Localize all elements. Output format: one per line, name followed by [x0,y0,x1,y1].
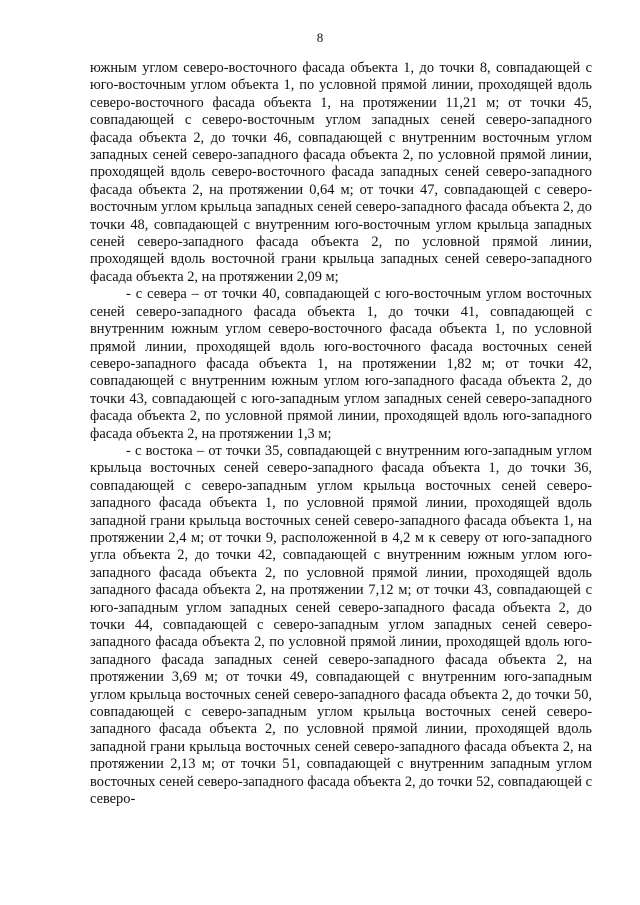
paragraph-east-boundary: - с востока – от точки 35, совпадающей с внутренним юго-западным углом крыльца восточных сеней северо-западного фасада объекта 1, до точки 36, совпадающей с северо-западным углом крыльца восточных сеней северо-западного фасада объекта 1, по условной прямой линии, проходящей вдоль западной грани крыльца восточных сеней северо-западного фасада объекта 1, на протяжении 2,4 м; от точки 9, расположенной в 4,2 м к северу от юго-западного угла объекта 2, до точки 42, совпадающей с внутренним южным углом юго-западного фасада объекта 2, по условной прямой линии, проходящей вдоль западного фасада объекта 2, на протяжении 7,12 м; от точки 43, совпадающей с юго-западным углом западных сеней северо-западного фасада объекта 2, до точки 44, совпадающей с северо-западным углом западных сеней северо-западного фасада объекта 2, по условной прямой линии, проходящей вдоль юго-западного фасада западных сеней северо-западного фасада объекта 2, на протяжении 3,69 м; от точки 49, совпадающей с внутренним юго-западным углом крыльца восточных сеней северо-западного фасада объекта 2, до точки 50, совпадающей с северо-западным углом крыльца восточных сеней северо-западного фасада объекта 2, по условной прямой линии, проходящей вдоль западной грани крыльца восточных сеней северо-западного фасада объекта 2, на протяжении 2,13 м; от точки 51, совпадающей с внутренним западным углом восточных сеней северо-западного фасада объекта 2, до точки 52, совпадающей с северо- [90,442,592,808]
paragraph-north-boundary: - с севера – от точки 40, совпадающей с юго-восточным углом восточных сеней северо-западного фасада объекта 1, до точки 41, совпадающей с внутренним южным углом северо-восточного фасада объекта 1, по условной прямой линии, проходящей вдоль юго-восточного фасада восточных сеней северо-западного фасада объекта 1, на протяжении 1,82 м; от точки 42, совпадающей с внутренним южным углом юго-западного фасада объекта 2, до точки 43, совпадающей с юго-западным углом западных сеней северо-западного фасада объекта 2, по условной прямой линии, проходящей вдоль юго-западного фасада объекта 2, на протяжении 1,3 м; [90,286,592,442]
paragraph-continuation: южным углом северо-восточного фасада объекта 1, до точки 8, совпадающей с юго-восточным углом объекта 1, по условной прямой линии, проходящей вдоль северо-восточного фасада объекта 1, на протяжении 11,21 м; от точки 45, совпадающей с северо-восточным углом западных сеней северо-западного фасада объекта 2, до точки 46, совпадающей с внутренним восточным углом западных сеней северо-западного фасада объекта 2, по условной прямой линии, проходящей вдоль северо-восточного фасада западных сеней северо-западного фасада объекта 2, на протяжении 0,64 м; от точки 47, совпадающей с северо-восточным углом крыльца западных сеней северо-западного фасада объекта 2, до точки 48, совпадающей с внутренним юго-восточным углом крыльца западных сеней северо-западного фасада объекта 2, по условной прямой линии, проходящей вдоль восточной грани крыльца западных сеней северо-западного фасада объекта 2, на протяжении 2,09 м; [90,60,592,285]
page-number: 8 [316,30,324,45]
document-body [90,60,592,808]
